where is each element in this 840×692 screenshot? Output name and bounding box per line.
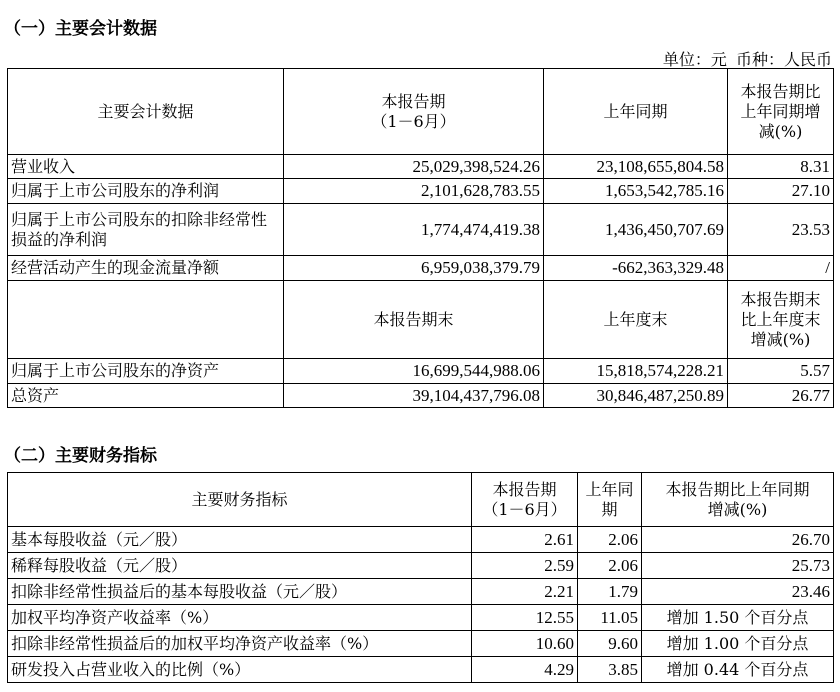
value-cell: 12.55 xyxy=(472,605,578,631)
header-cell: 主要财务指标 xyxy=(8,473,472,527)
header-line: 增减(%) xyxy=(750,329,811,349)
header-cell: 上年同期 xyxy=(544,69,728,155)
change-cell: 增加 1.50 个百分点 xyxy=(642,605,834,631)
table-row xyxy=(8,553,834,579)
header-line: 本报告期末 xyxy=(740,289,821,309)
header-line: （1－6月） xyxy=(482,499,567,519)
value-cell: 23.46 xyxy=(642,579,834,605)
header-cell xyxy=(728,281,834,359)
header-line: 减(%) xyxy=(758,121,803,141)
header-cell xyxy=(284,69,544,155)
row-label: 研发投入占营业收入的比例（%） xyxy=(8,657,472,683)
table-row xyxy=(8,204,834,256)
header-line: 期 xyxy=(601,499,618,519)
table-row xyxy=(8,605,834,631)
value-cell: 25.73 xyxy=(642,553,834,579)
empty-cell xyxy=(8,281,284,359)
header-cell xyxy=(472,473,578,527)
section-title-financial-indicators: （二）主要财务指标 xyxy=(4,446,157,466)
value-cell: 2.06 xyxy=(578,527,642,553)
value-cell: 26.77 xyxy=(728,384,834,408)
value-cell: 5.57 xyxy=(728,359,834,384)
value-cell: 1,774,474,419.38 xyxy=(284,204,544,256)
row-label: 归属于上市公司股东的净利润 xyxy=(8,179,284,204)
value-cell: 30,846,487,250.89 xyxy=(544,384,728,408)
unit-currency-line xyxy=(659,47,832,70)
value-cell: 1,436,450,707.69 xyxy=(544,204,728,256)
value-cell: 11.05 xyxy=(578,605,642,631)
header-line: 本报告期比上年同期 xyxy=(665,479,810,499)
value-cell: 2.21 xyxy=(472,579,578,605)
value-cell: 2.61 xyxy=(472,527,578,553)
table-header-row xyxy=(8,473,834,527)
value-cell: 39,104,437,796.08 xyxy=(284,384,544,408)
table-row xyxy=(8,155,834,179)
row-label-line: 损益的净利润 xyxy=(11,229,108,249)
value-cell: / xyxy=(728,256,834,281)
header-cell xyxy=(642,473,834,527)
header-line: 本报告期比 xyxy=(740,81,821,101)
value-cell: 8.31 xyxy=(728,155,834,179)
row-label: 扣除非经常性损益后的加权平均净资产收益率（%） xyxy=(8,631,472,657)
header-cell xyxy=(578,473,642,527)
value-cell: 27.10 xyxy=(728,179,834,204)
value-cell: 23,108,655,804.58 xyxy=(544,155,728,179)
table-row xyxy=(8,657,834,683)
table-row xyxy=(8,384,834,408)
row-label: 基本每股收益（元／股） xyxy=(8,527,472,553)
row-label: 经营活动产生的现金流量净额 xyxy=(8,256,284,281)
unit-label: 单位：元 xyxy=(662,50,727,69)
row-label: 归属于上市公司股东的净资产 xyxy=(8,359,284,384)
accounting-data-table xyxy=(7,68,834,408)
value-cell: 6,959,038,379.79 xyxy=(284,256,544,281)
change-cell: 增加 0.44 个百分点 xyxy=(642,657,834,683)
table-row xyxy=(8,527,834,553)
row-label-line: 归属于上市公司股东的扣除非经常性 xyxy=(11,209,268,229)
row-label: 总资产 xyxy=(8,384,284,408)
header-cell: 上年度末 xyxy=(544,281,728,359)
row-label: 稀释每股收益（元／股） xyxy=(8,553,472,579)
value-cell: 3.85 xyxy=(578,657,642,683)
value-cell: 2,101,628,783.55 xyxy=(284,179,544,204)
row-label: 营业收入 xyxy=(8,155,284,179)
table-row xyxy=(8,359,834,384)
change-cell: 增加 1.00 个百分点 xyxy=(642,631,834,657)
value-cell: 1,653,542,785.16 xyxy=(544,179,728,204)
currency-label: 币种：人民币 xyxy=(735,50,832,69)
row-label xyxy=(8,204,284,256)
value-cell: 23.53 xyxy=(728,204,834,256)
header-line: 增减(%) xyxy=(707,499,768,519)
value-cell: 9.60 xyxy=(578,631,642,657)
value-cell: 1.79 xyxy=(578,579,642,605)
section-title-accounting-data: （一）主要会计数据 xyxy=(4,19,157,39)
header-line: （1－6月） xyxy=(371,111,456,131)
value-cell: 26.70 xyxy=(642,527,834,553)
header-line: 比上年度末 xyxy=(740,309,821,329)
header-cell xyxy=(728,69,834,155)
table-header-row xyxy=(8,69,834,155)
value-cell: -662,363,329.48 xyxy=(544,256,728,281)
value-cell: 10.60 xyxy=(472,631,578,657)
table-row xyxy=(8,256,834,281)
value-cell: 15,818,574,228.21 xyxy=(544,359,728,384)
header-cell: 本报告期末 xyxy=(284,281,544,359)
header-line: 上年同期增 xyxy=(740,101,821,121)
table-row xyxy=(8,631,834,657)
header-cell: 主要会计数据 xyxy=(8,69,284,155)
value-cell: 25,029,398,524.26 xyxy=(284,155,544,179)
financial-indicators-table xyxy=(7,472,834,683)
table-row xyxy=(8,579,834,605)
value-cell: 2.06 xyxy=(578,553,642,579)
header-line: 本报告期 xyxy=(492,479,557,499)
header-line: 上年同 xyxy=(585,479,634,499)
table-row xyxy=(8,179,834,204)
row-label: 加权平均净资产收益率（%） xyxy=(8,605,472,631)
value-cell: 16,699,544,988.06 xyxy=(284,359,544,384)
value-cell: 2.59 xyxy=(472,553,578,579)
value-cell: 4.29 xyxy=(472,657,578,683)
row-label: 扣除非经常性损益后的基本每股收益（元／股） xyxy=(8,579,472,605)
header-line: 本报告期 xyxy=(381,91,446,111)
table-subheader-row xyxy=(8,281,834,359)
